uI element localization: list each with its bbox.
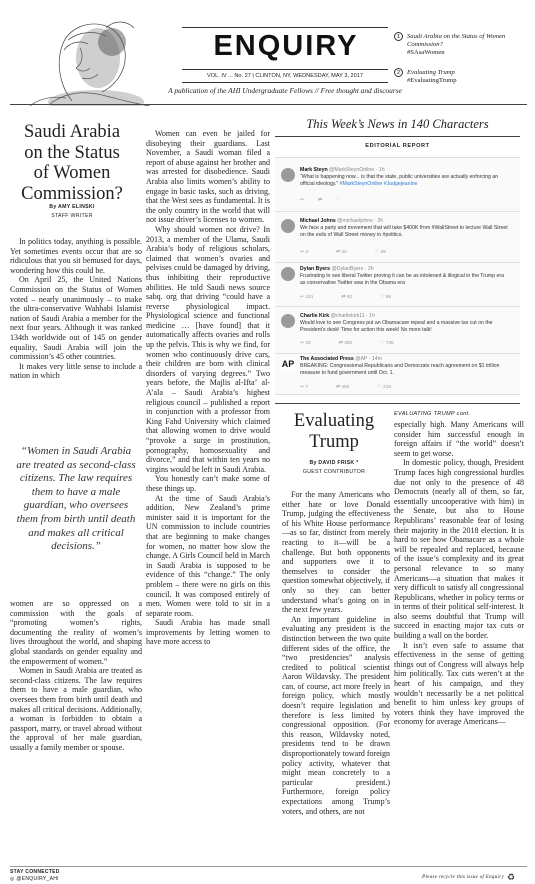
- teaser-hashtag: #SAsaWomen: [407, 48, 445, 56]
- paragraph: In politics today, anything is possible. Yet sometimes events occur that are so ridiculous that you sit bemused for days, wondering how this could be.: [10, 237, 142, 275]
- tweet[interactable]: [275, 218, 515, 258]
- teaser-number: 2: [394, 68, 403, 77]
- teaser-2[interactable]: [396, 69, 526, 89]
- trump-col1: [282, 490, 390, 862]
- avatar: [281, 267, 295, 281]
- reply-icon[interactable]: ↩ 33: [300, 341, 311, 346]
- paragraph: You honestly can’t make some of these things up.: [146, 474, 270, 493]
- retweet-icon[interactable]: ⇄: [318, 198, 323, 203]
- teaser-number: 1: [394, 32, 403, 41]
- paragraph: Women can even be jailed for disobeying their guardians. Last November, a Saudi woman filed a report of abuse against her brother and was arrested for disobedience. Saudi Arabia also limits women’s ability to engage in basic tasks, such as driving, that the West sees as fundamental. It is the only country in the world that will not issue driver’s licenses to women.: [146, 129, 270, 225]
- news-section-title: This Week’s News in 140 Characters: [306, 117, 489, 131]
- tweet-divider: [275, 211, 520, 212]
- tweet-text: We face a party and movement that will take $400K from #WallStreet to lecture Wall Street on the evils of Wall Street money in #politics.: [300, 225, 508, 238]
- tweet-handle: @charliekirk11 · 1h: [330, 313, 375, 319]
- retweet-icon[interactable]: ⇄ 30: [336, 250, 347, 255]
- issue-line: VOL. IV ... No. 27 | CLINTON, NY, WEDNESDAY, MAY 3, 2017: [207, 73, 363, 79]
- tweet[interactable]: [275, 313, 515, 353]
- tweet-text: “What is happening now... is that the state, public universities are actually enforcing an official ideology.”: [300, 174, 499, 187]
- saudi-pullquote: “Women in Saudi Arabia are treated as second-class citizens. The law requires them to have a male guardian, who oversees them from birth until death and makes all critical decisions.”: [16, 445, 136, 553]
- tweet-author: Dylan Byers: [300, 266, 330, 272]
- tweet-handle: @michaeljohns · 2h: [337, 218, 384, 224]
- masthead-rule-mid: [182, 69, 388, 70]
- avatar: [281, 168, 295, 182]
- tweet-divider: [275, 353, 520, 354]
- tweet-handle: @DylanByers · 2h: [331, 266, 374, 272]
- paragraph: Saudi Arabia has made small improvements by letting women to have more access to: [146, 618, 270, 647]
- tagline: A publication of the AHI Undergraduate Fellows // Free thought and discourse: [168, 86, 402, 95]
- news-section-bottom-rule: [275, 403, 520, 404]
- paragraph: women are so oppressed on a commission with the goals of “promoting women’s rights, documenting the reality of women’s lives throughout the world, and shaping global standards on gender equality and the empowerment of women.”: [10, 599, 142, 666]
- masthead-divider: [10, 104, 527, 105]
- portrait-engraving-icon: [10, 6, 160, 106]
- paragraph: An important guideline in evaluating any president is the distinction between the two quite different sides of the office, the “two presidencies” analysis credited to political scientist Aaron Wildavsky. The president can, of course, act more freely in foreign policy, which mostly doesn’t require legislation and therefore is less limited by congressional opposition. (For this reason, Wildavsky noted, presidents tend to be drawn disproportionately toward foreign policy activity, whatever that might mean concretely to a particular president.) Furthermore, foreign policy expectations among Trump’s voters, and others, are not: [282, 614, 390, 816]
- tweet-divider: [275, 306, 520, 307]
- paragraph: especially high. Many Americans will consider him successful enough in foreign affairs if “the world” doesn’t seem to get worse.: [394, 420, 524, 458]
- paragraph: For the many Americans who either hate or love Donald Trump, judging the effectiveness of his White House performance—as so far, distinct from merely reacting to it—will be a challenge. But both opponents and supporters owe it to themselves to consider the question somewhat objectively, if only so they can better understand what’s going on in the next few years.: [282, 490, 390, 615]
- footer-rule: [10, 866, 527, 867]
- reply-icon[interactable]: ↩: [300, 198, 305, 203]
- saudi-headline: Saudi Arabia on the Status of Women Commission?: [21, 122, 123, 204]
- tweet[interactable]: [275, 356, 515, 396]
- paragraph: At the time of Saudi Arabia’s addition, New Zealand’s prime minister said it is important for the UN commission to include countries that are beginning to make changes for women, no matter how slow the change. A Girls Council held in March in Saudi Arabia is supposed to be evidence of this “change.” The only problem – there were no girls on this council. It was composed entirely of men. Women were told to sit in a separate room.: [146, 493, 270, 618]
- paragraph: On April 25, the United Nations Commission on the Status of Women voted – nearly unanimously – to make the ultra-conservative Wahhabi Islamist nation of Saudi Arabia a member for the next four years. Although it was ranked 134th worldwide out of 145 on gender equality, Saudi Arabia will join the commission’s 45 other countries.: [10, 275, 142, 362]
- trump-continued-kicker: EVALUATING TRUMP cont.: [394, 411, 471, 417]
- news-section-rule: [275, 136, 520, 137]
- saudi-col2: [146, 129, 270, 859]
- like-icon[interactable]: ♡ 736: [380, 341, 394, 346]
- like-icon[interactable]: ♡: [336, 198, 341, 203]
- tweet[interactable]: [275, 266, 515, 306]
- teaser-title: Evaluating Trump: [407, 69, 455, 76]
- retweet-icon[interactable]: ⇄ 390: [338, 341, 353, 346]
- saudi-col1-top: [10, 237, 142, 445]
- like-icon[interactable]: ♡ 29: [374, 250, 386, 255]
- news-section-subtitle: EDITORIAL REPORT: [365, 143, 430, 149]
- teaser-hashtag: #EvaluatingTrump: [407, 76, 457, 84]
- recycle-icon: ♻: [507, 872, 516, 882]
- tweet-author: The Associated Press: [300, 356, 354, 362]
- masthead-portrait: [10, 6, 160, 106]
- masthead-rule-top: [182, 27, 388, 28]
- retweet-icon[interactable]: ⇄ 482: [336, 385, 350, 390]
- reply-icon[interactable]: ↩ 181: [300, 295, 314, 300]
- saudi-col1-bottom: [10, 599, 142, 859]
- trump-col2: [394, 420, 524, 862]
- paragraph: It isn’t even safe to assume that effectiveness in the sense of getting things out of Congress will always help him politically. Tax cuts weren’t at the heart of his campaign, and they wouldn’t necessarily be a net political benefit to him unless key groups of voters think they have improved the economy for average Americans—: [394, 640, 524, 727]
- trump-headline: Evaluating Trump: [293, 411, 375, 452]
- avatar: [281, 219, 295, 233]
- saudi-byline: By AMY ELINSKI: [49, 204, 95, 210]
- masthead-title: ENQUIRY: [213, 30, 359, 62]
- tweet-text: BREAKING: Congressional Republicans and Democrats reach agreement on $1 trillion measure to fund government until Oct. 1.: [300, 363, 500, 376]
- tweet-text: Would love to see Congress put an Obamacare repeal and a massive tax cut on the President’s desk! Time for action this week! No more talk!: [300, 320, 493, 333]
- paragraph: It makes very little sense to include a nation in which: [10, 361, 142, 381]
- teaser-title: Saudi Arabia on the Status of Women Commission?: [407, 33, 506, 48]
- tweet-divider: [275, 262, 520, 263]
- footer-social-handle[interactable]: ◎ @ENQUIRY_AHI: [10, 876, 59, 882]
- tweet-handle: @MarkSteynOnline · 1h: [329, 167, 385, 173]
- like-icon[interactable]: ♡ 319: [377, 385, 392, 390]
- paragraph: Women in Saudi Arabia are treated as second-class citizens. The law requires them to have a male guardian, who oversees them from birth until death and makes all critical decisions. Additionally, a woman is forbidden to obtain a passport, marry, or travel abroad without the approval of her male guardian, usually a family member or spouse.: [10, 666, 142, 752]
- footer-recycle-note: Please recycle this issue of Enquiry: [422, 875, 504, 880]
- paragraph: Why should women not drive? In 2013, a member of the Ulama, Saudi Arabia’s body of religious scholars, claimed that women’s ovaries and pelvises could be damaged by driving, thus inhibiting their reproductive abilities. He told Saudi news source sabq. org that driving “could have a reverse physiological impact. Physiological science and functional medicine … [have found] that it automatically affects ovaries and rolls up the pelvis. This is why we find, for women who continuously drive cars, their children are born with clinical disorders of varying degrees.” Two years before, the Majlis al-Ifta’ al-A’ala – Saudi Arabia’s highest religious council – published a report in conjunction with a professor from King Fahd University which claimed that allowing women to drive would “provoke a surge in prostitution, pornography, homosexuality and divorce,” and that within ten years no virgins would be left in Saudi Arabia.: [146, 224, 270, 474]
- tweet-link[interactable]: #MarkSteynOnline #Judgejeanine: [339, 180, 418, 187]
- tweet-author: Charlie Kirk: [300, 313, 330, 319]
- tweet-text: Frustrating to see liberal Twitter proving it can be as intolerant & illogical in the Trump era as conservative Twitter was in the Obama era: [300, 273, 505, 286]
- instagram-icon: ◎: [10, 876, 15, 882]
- trump-role: GUEST CONTRIBUTOR: [302, 469, 366, 475]
- trump-byline: By DAVID FRISK *: [309, 460, 359, 466]
- like-icon[interactable]: ♡ 86: [380, 295, 392, 300]
- retweet-icon[interactable]: ⇄ 92: [341, 295, 353, 300]
- saudi-role: STAFF WRITER: [51, 213, 93, 219]
- reply-icon[interactable]: ↩ 7: [300, 385, 309, 390]
- tweet-author: Michael Johns: [300, 218, 336, 224]
- avatar: [281, 314, 295, 328]
- footer-stay-connected: STAY CONNECTED: [10, 869, 60, 875]
- teaser-1[interactable]: [396, 33, 526, 63]
- masthead-rule-bottom: [182, 82, 388, 83]
- tweet-author: Mark Steyn: [300, 167, 328, 173]
- tweet[interactable]: [275, 167, 515, 207]
- ap-logo-icon: AP: [281, 359, 295, 369]
- tweet-handle: @AP · 14m: [355, 356, 382, 362]
- reply-icon[interactable]: ↩ 4: [300, 250, 309, 255]
- paragraph: In domestic policy, though, President Trump faces high congressional hurdles due not only to the presence of 48 Democrats (nearly all of them, so far, essentially uncooperative with him) in the Senate, but also to House Republicans’ reasonable fear of losing their majority in the 2018 election. It is hard to see how Obamacare as a whole will be repealed and replaced, because of the issue’s complexity and its great personal relevance to so many Americans—a situation that makes it very difficult to satisfy all congressional Republicans, whether in policy terms or in terms of their political self-interest. It also seems doubtful that Trump will succeed in enacting major tax cuts or building a wall on the border.: [394, 458, 524, 641]
